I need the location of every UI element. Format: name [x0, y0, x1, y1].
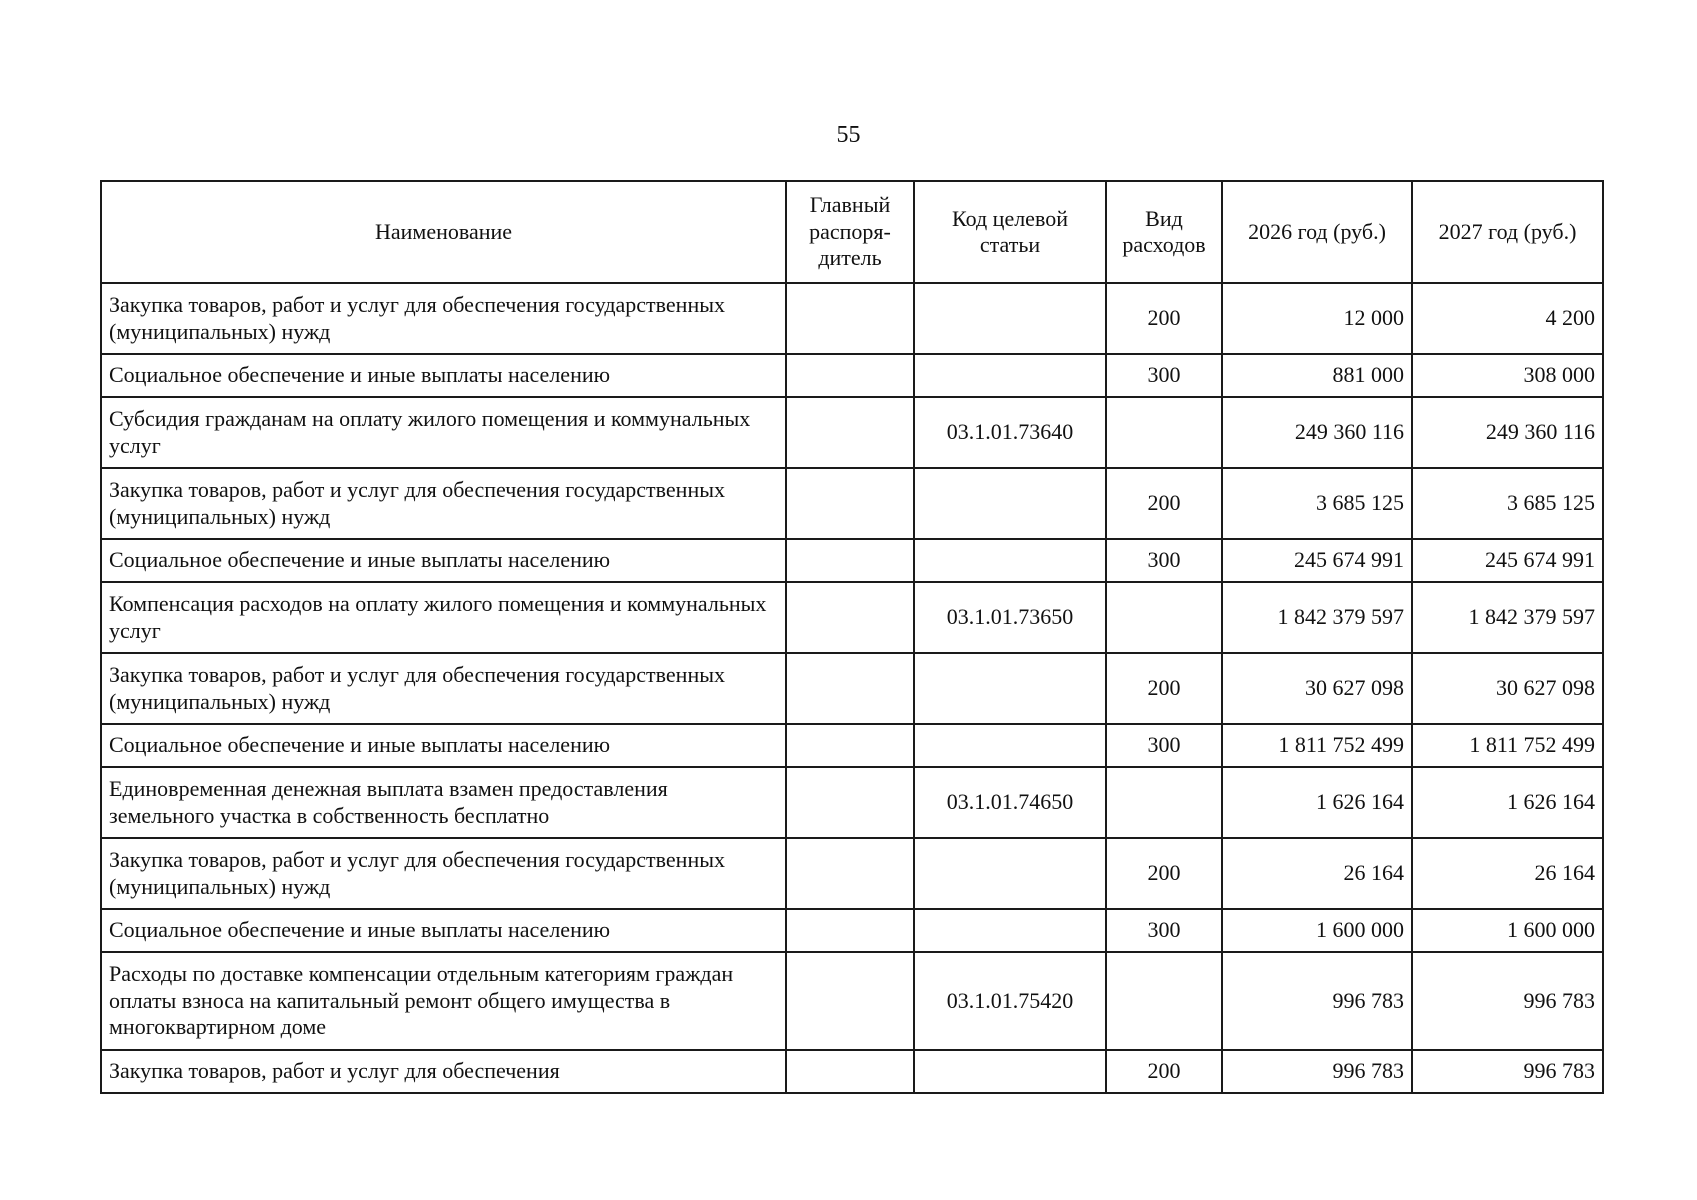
table-row: [101, 838, 1603, 909]
cell-target-code: [914, 354, 1106, 397]
cell-name: Закупка товаров, работ и услуг для обеспечения: [101, 1050, 786, 1093]
cell-target-code: 03.1.01.74650: [914, 767, 1106, 838]
cell-year-2026: 12 000: [1222, 283, 1412, 354]
cell-target-code: [914, 539, 1106, 582]
cell-target-code: 03.1.01.73650: [914, 582, 1106, 653]
cell-target-code: 03.1.01.75420: [914, 952, 1106, 1050]
cell-main-manager: [786, 283, 914, 354]
table-row: [101, 653, 1603, 724]
header-row: [101, 181, 1603, 283]
cell-expense-type: 200: [1106, 653, 1222, 724]
cell-year-2026: 1 600 000: [1222, 909, 1412, 952]
cell-year-2026: 30 627 098: [1222, 653, 1412, 724]
cell-name: Социальное обеспечение и иные выплаты населению: [101, 724, 786, 767]
cell-target-code: [914, 1050, 1106, 1093]
cell-name: Закупка товаров, работ и услуг для обеспечения государственных (муниципальных) нужд: [101, 283, 786, 354]
cell-main-manager: [786, 909, 914, 952]
cell-expense-type: 300: [1106, 724, 1222, 767]
cell-year-2027: 1 626 164: [1412, 767, 1603, 838]
cell-year-2026: 26 164: [1222, 838, 1412, 909]
cell-expense-type: 300: [1106, 909, 1222, 952]
cell-name: Компенсация расходов на оплату жилого помещения и коммунальных услуг: [101, 582, 786, 653]
table-row: [101, 539, 1603, 582]
table-row: [101, 283, 1603, 354]
cell-name: Социальное обеспечение и иные выплаты населению: [101, 909, 786, 952]
cell-name: Единовременная денежная выплата взамен предоставления земельного участка в собственность бесплатно: [101, 767, 786, 838]
cell-main-manager: [786, 838, 914, 909]
cell-expense-type: [1106, 952, 1222, 1050]
table-row: [101, 1050, 1603, 1093]
cell-expense-type: 200: [1106, 838, 1222, 909]
cell-main-manager: [786, 468, 914, 539]
cell-expense-type: 200: [1106, 283, 1222, 354]
cell-name: Социальное обеспечение и иные выплаты населению: [101, 539, 786, 582]
cell-main-manager: [786, 724, 914, 767]
cell-expense-type: 200: [1106, 1050, 1222, 1093]
table-header: [101, 181, 1603, 283]
cell-year-2027: 1 811 752 499: [1412, 724, 1603, 767]
cell-year-2027: 249 360 116: [1412, 397, 1603, 468]
cell-main-manager: [786, 539, 914, 582]
cell-year-2026: 249 360 116: [1222, 397, 1412, 468]
header-year-2026: 2026 год (руб.): [1222, 181, 1412, 283]
cell-name: Социальное обеспечение и иные выплаты населению: [101, 354, 786, 397]
cell-main-manager: [786, 653, 914, 724]
cell-target-code: [914, 838, 1106, 909]
header-expense-type: Вид расходов: [1106, 181, 1222, 283]
cell-year-2026: 1 842 379 597: [1222, 582, 1412, 653]
cell-main-manager: [786, 767, 914, 838]
cell-year-2027: 996 783: [1412, 1050, 1603, 1093]
cell-main-manager: [786, 397, 914, 468]
cell-name: Закупка товаров, работ и услуг для обеспечения государственных (муниципальных) нужд: [101, 653, 786, 724]
cell-main-manager: [786, 952, 914, 1050]
table-row: [101, 909, 1603, 952]
cell-expense-type: 300: [1106, 354, 1222, 397]
cell-name: Закупка товаров, работ и услуг для обеспечения государственных (муниципальных) нужд: [101, 468, 786, 539]
cell-year-2026: 245 674 991: [1222, 539, 1412, 582]
cell-name: Субсидия гражданам на оплату жилого помещения и коммунальных услуг: [101, 397, 786, 468]
header-year-2027: 2027 год (руб.): [1412, 181, 1603, 283]
table-row: [101, 354, 1603, 397]
cell-year-2027: 4 200: [1412, 283, 1603, 354]
table-row: [101, 397, 1603, 468]
cell-target-code: [914, 724, 1106, 767]
cell-target-code: [914, 909, 1106, 952]
cell-year-2026: 1 626 164: [1222, 767, 1412, 838]
cell-expense-type: [1106, 397, 1222, 468]
cell-year-2027: 26 164: [1412, 838, 1603, 909]
table-row: [101, 724, 1603, 767]
cell-name: Закупка товаров, работ и услуг для обеспечения государственных (муниципальных) нужд: [101, 838, 786, 909]
cell-year-2026: 996 783: [1222, 952, 1412, 1050]
cell-year-2026: 3 685 125: [1222, 468, 1412, 539]
cell-target-code: 03.1.01.73640: [914, 397, 1106, 468]
table-row: [101, 767, 1603, 838]
header-main-manager: Главный распоря-дитель: [786, 181, 914, 283]
cell-year-2026: 881 000: [1222, 354, 1412, 397]
cell-expense-type: [1106, 582, 1222, 653]
cell-expense-type: [1106, 767, 1222, 838]
cell-year-2026: 1 811 752 499: [1222, 724, 1412, 767]
cell-year-2027: 3 685 125: [1412, 468, 1603, 539]
cell-target-code: [914, 653, 1106, 724]
header-target-code: Код целевой статьи: [914, 181, 1106, 283]
cell-main-manager: [786, 354, 914, 397]
table-row: [101, 952, 1603, 1050]
cell-name: Расходы по доставке компенсации отдельным категориям граждан оплаты взноса на капитальный ремонт общего имущества в многоквартирном доме: [101, 952, 786, 1050]
cell-year-2027: 1 842 379 597: [1412, 582, 1603, 653]
cell-year-2027: 1 600 000: [1412, 909, 1603, 952]
cell-expense-type: 300: [1106, 539, 1222, 582]
cell-expense-type: 200: [1106, 468, 1222, 539]
table-body: [101, 283, 1603, 1093]
cell-year-2027: 245 674 991: [1412, 539, 1603, 582]
page-number: 55: [836, 122, 861, 148]
budget-table: [100, 180, 1604, 1094]
cell-main-manager: [786, 1050, 914, 1093]
cell-year-2027: 996 783: [1412, 952, 1603, 1050]
table-row: [101, 468, 1603, 539]
cell-year-2027: 308 000: [1412, 354, 1603, 397]
cell-year-2027: 30 627 098: [1412, 653, 1603, 724]
cell-main-manager: [786, 582, 914, 653]
cell-target-code: [914, 283, 1106, 354]
cell-year-2026: 996 783: [1222, 1050, 1412, 1093]
table-row: [101, 582, 1603, 653]
cell-target-code: [914, 468, 1106, 539]
header-name: Наименование: [101, 181, 786, 283]
